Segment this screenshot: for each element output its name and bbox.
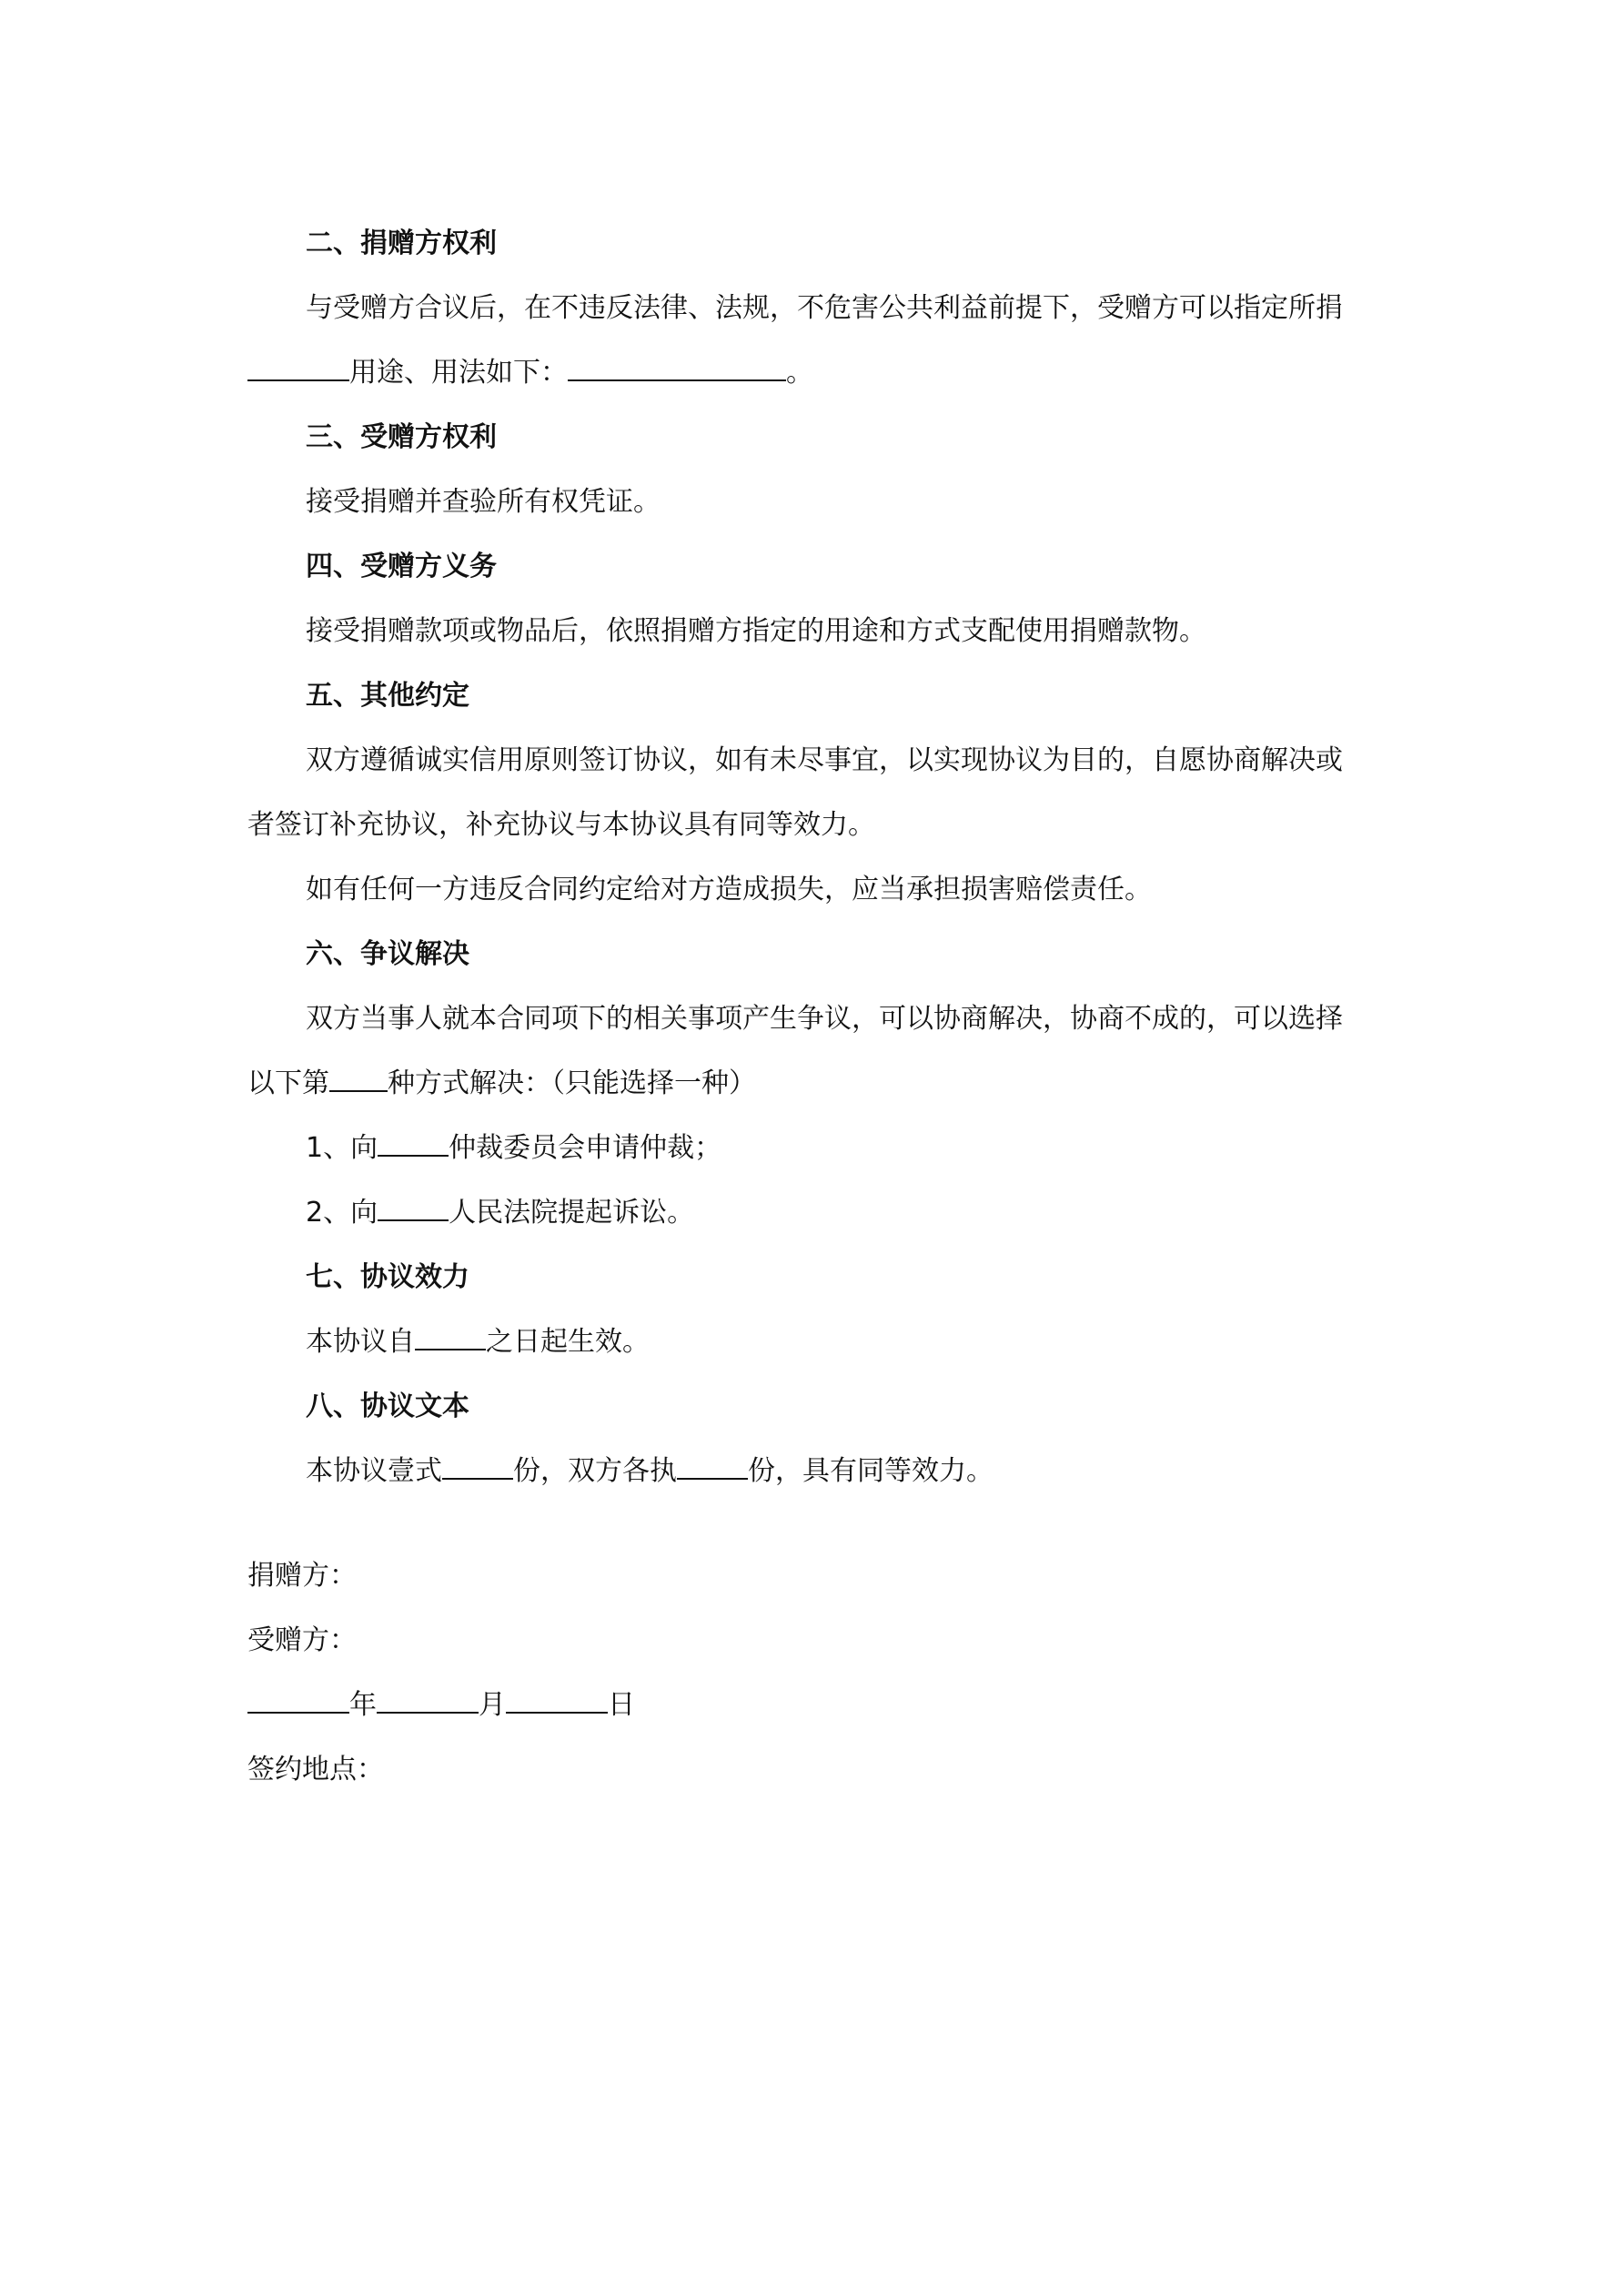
signature-recipient: 受赠方：: [247, 1624, 357, 1656]
fill-blank: [378, 1133, 449, 1157]
effect-text-a: 本协议自: [306, 1326, 415, 1358]
effect-text-b: 之日起生效。: [486, 1326, 650, 1358]
section-heading-recipient-duties: 四、受赠方义务: [306, 551, 497, 582]
period: 。: [786, 357, 813, 389]
paragraph-effectiveness: [247, 1310, 1390, 1374]
fill-blank: [442, 1456, 513, 1480]
copies-text-c: 份，具有同等效力。: [748, 1455, 994, 1487]
paragraph-recipient-rights: 接受捐赠并查验所有权凭证。: [306, 486, 661, 518]
paragraph-recipient-duties: 接受捐赠款项或物品后，依照捐赠方指定的用途和方式支配使用捐赠款物。: [306, 615, 1206, 647]
paragraph-breach-liability: 如有任何一方违反合同约定给对方造成损失，应当承担损害赔偿责任。: [306, 874, 1152, 905]
signature-date: [247, 1673, 1390, 1737]
spacer: [247, 1503, 1390, 1543]
paragraph-dispute-line2: [247, 1051, 1390, 1116]
fill-blank: [677, 1456, 748, 1480]
fill-blank-year: [247, 1690, 349, 1714]
dispute-option-arbitration: [247, 1116, 1390, 1180]
option1-suffix: 仲裁委员会申请仲裁；: [449, 1132, 722, 1164]
option2-prefix: 2、向: [306, 1197, 378, 1229]
fill-blank-day: [506, 1690, 608, 1714]
section-heading-recipient-rights: 三、受赠方权利: [306, 421, 497, 453]
paragraph-other-terms-line1: 双方遵循诚实信用原则签订协议，如有未尽事宜，以实现协议为目的，自愿协商解决或: [306, 744, 1343, 776]
copies-text-b: 份，双方各执: [513, 1455, 677, 1487]
fill-blank: [415, 1327, 486, 1350]
paragraph-copies: [247, 1439, 1390, 1503]
year-label: 年: [349, 1689, 377, 1721]
day-label: 日: [608, 1689, 635, 1721]
section-heading-other-terms: 五、其他约定: [306, 680, 469, 712]
section-heading-dispute-resolution: 六、争议解决: [306, 938, 469, 970]
dispute-text-a: 以下第: [247, 1067, 329, 1099]
fill-blank: [247, 358, 349, 381]
section-heading-donor-rights: 二、捐赠方权利: [306, 228, 497, 259]
paragraph-donor-rights-line1: 与受赠方合议后，在不违反法律、法规，不危害公共利益前提下，受赠方可以指定所捐: [306, 292, 1343, 324]
paragraph-dispute-line1: 双方当事人就本合同项下的相关事项产生争议，可以协商解决，协商不成的，可以选择: [306, 1003, 1343, 1035]
fill-blank: [568, 358, 786, 381]
month-label: 月: [479, 1689, 506, 1721]
fill-blank: [329, 1068, 388, 1092]
fill-blank-month: [377, 1690, 479, 1714]
signature-place: 签约地点：: [247, 1754, 384, 1785]
section-heading-copies: 八、协议文本: [306, 1391, 469, 1422]
fill-blank: [378, 1198, 449, 1221]
usage-label: 用途、用法如下：: [349, 357, 568, 389]
section-heading-effectiveness: 七、协议效力: [306, 1261, 469, 1293]
copies-text-a: 本协议壹式: [306, 1455, 442, 1487]
option1-prefix: 1、向: [306, 1132, 378, 1164]
dispute-option-litigation: [247, 1180, 1390, 1245]
signature-donor: 捐赠方：: [247, 1560, 357, 1592]
dispute-text-b: 种方式解决：（只能选择一种）: [388, 1067, 756, 1099]
document-body: [247, 211, 1390, 1802]
option2-suffix: 人民法院提起诉讼。: [449, 1197, 695, 1229]
paragraph-donor-rights-line2: [247, 340, 1390, 405]
paragraph-other-terms-line2: 者签订补充协议，补充协议与本协议具有同等效力。: [247, 809, 875, 841]
